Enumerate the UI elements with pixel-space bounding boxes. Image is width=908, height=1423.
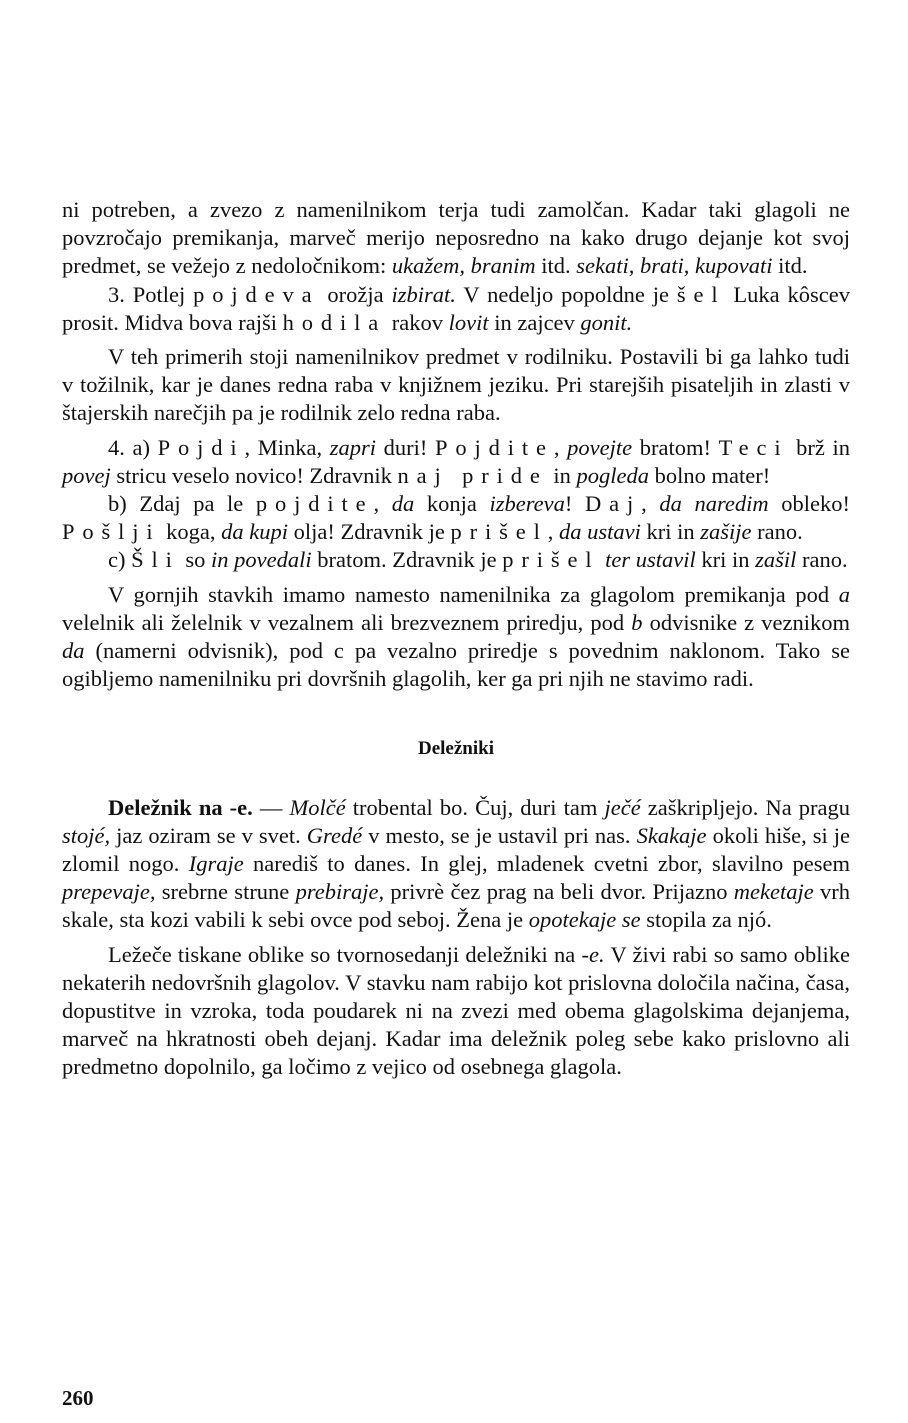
italic-text: ukažem, branim [391, 253, 536, 279]
text: so [179, 547, 212, 573]
text: velelnik ali želelnik v vezalnem ali brezveznem priredju, pod [62, 609, 632, 635]
text: rano. [796, 547, 848, 573]
italic-text: da ustavi [558, 519, 641, 545]
paragraph [62, 794, 850, 935]
text: zaškripljejo. Na pragu [640, 794, 851, 820]
text: 4. a) [108, 434, 158, 460]
paragraph [62, 941, 850, 1082]
italic-text: sekati, brati, kupovati [576, 253, 773, 279]
spaced-text: prišel [450, 519, 548, 545]
text: orožja [319, 281, 392, 307]
italic-text: izbirat. [391, 281, 456, 307]
text: olja! Zdravnik je [288, 519, 451, 545]
spaced-text: Pošlji [62, 519, 161, 545]
text: b) Zdaj pa le [108, 491, 256, 517]
text: , Minka, [244, 434, 330, 460]
italic-text: b [631, 609, 643, 635]
text: ni potreben, a zvezo z namenilnikom terja tudi zamolčan. Kadar taki glagoli ne povzročajo premikanja, marveč merijo neposredno na kako drugo dejanje kot svoj predmet, se vežejo z nedoločnikom: [62, 197, 850, 279]
italic-text: ter ustavil [605, 547, 696, 573]
italic-text: stojé, [62, 822, 111, 848]
italic-text: lovit [448, 309, 489, 335]
text: , [641, 491, 660, 517]
text: stopila za njó. [640, 907, 772, 933]
spaced-text: Pojdi [157, 434, 245, 460]
page-body [62, 196, 850, 1082]
italic-text: zašije [700, 519, 752, 545]
spaced-text: Daj [585, 491, 642, 517]
text: bolno mater! [649, 462, 771, 488]
paragraph [62, 196, 850, 281]
spaced-text: Šli [131, 547, 180, 573]
italic-text: prepevaje, [62, 879, 156, 905]
italic-text: povej [62, 462, 111, 488]
text: Ležeče tiskane oblike so tvornosedanji deležniki na [108, 941, 582, 967]
text: V nedeljo popoldne je [455, 281, 677, 307]
text: okoli hiše, si je zlomil nogo. [62, 822, 850, 877]
text: koga, [160, 519, 222, 545]
text: srebrne strune [155, 879, 296, 905]
text: in zajcev [488, 309, 581, 335]
italic-text: Skakaje [636, 822, 707, 848]
text: itd. [535, 253, 577, 279]
italic-text: pogleda [576, 462, 650, 488]
text: konja [414, 491, 490, 517]
italic-text: da kupi [221, 519, 289, 545]
italic-text: prebiraje, [295, 879, 385, 905]
italic-text: izbereva [489, 491, 565, 517]
text: , [553, 434, 568, 460]
text: stricu veselo novico! Zdravnik [110, 462, 398, 488]
text: V teh primerih stoji namenilnikov predmet v rodilniku. Postavili bi ga lahko tudi v tožilnik, kar je danes redna raba v knjižnem jeziku. Pri starejših pisateljih in zlasti v štajerskih narečjih pa je rodilnik zelo redna raba. [62, 344, 850, 426]
text: narediš to danes. In glej, mladenek cvetni zbor, slavilno pesem [243, 851, 850, 877]
spaced-text: Pojdite [435, 434, 554, 460]
italic-text: Igraje [188, 851, 244, 877]
italic-text: da [391, 491, 415, 517]
paragraph-example-4c [62, 546, 850, 574]
text: brž in [788, 434, 850, 460]
spaced-text: hodila [282, 309, 387, 335]
paragraph-example-4b [62, 490, 850, 546]
text: c) [108, 547, 132, 573]
text: jaz oziram se v svet. [110, 822, 307, 848]
italic-text: da naredim [659, 491, 769, 517]
text: V gornjih stavkih imamo namesto namenilnika za glagolom premikanja pod [108, 581, 839, 607]
italic-text: a [838, 581, 850, 607]
text: odvisnike z veznikom [642, 609, 850, 635]
text: kri in [695, 547, 756, 573]
italic-text: zapri [329, 434, 377, 460]
italic-text: opotekaje se [528, 907, 641, 933]
italic-text: -e. [581, 941, 605, 967]
text: obleko! [768, 491, 851, 517]
spaced-text: pojdite [255, 491, 374, 517]
text: , [373, 491, 392, 517]
paragraph [62, 343, 850, 428]
italic-text: in povedali [211, 547, 312, 573]
text: vrh skale, sta kozi vabili k sebi ovce pod seboj. Žena je [62, 879, 850, 933]
text: ! [564, 491, 585, 517]
text: Luka kôscev prosit. Midva bova rajši [62, 281, 851, 335]
text: — [252, 794, 290, 820]
italic-text: meketaje [733, 879, 814, 905]
italic-text: ječé [604, 794, 641, 820]
spaced-text: Teci [718, 434, 789, 460]
italic-text: zašil [755, 547, 797, 573]
bold-text: Deležnik na -e. [108, 794, 253, 820]
italic-text: Molčé [289, 794, 346, 820]
text: bratom! [632, 434, 719, 460]
section-heading: Deležniki [418, 738, 494, 760]
italic-text: da [62, 638, 85, 664]
text: bratom. Zdravnik je [311, 547, 503, 573]
text: 3. Potlej [108, 281, 194, 307]
text: in [547, 462, 577, 488]
text: , [547, 519, 559, 545]
text: rano. [751, 519, 803, 545]
italic-text: povejte [567, 434, 633, 460]
italic-text: Gredé [306, 822, 363, 848]
spaced-text: naj pride [397, 462, 548, 488]
spaced-text: prišel [502, 547, 600, 573]
spaced-text: pojdeva [193, 281, 320, 307]
paragraph-example-4a [62, 434, 850, 490]
text: trobental bo. Čuj, duri tam [345, 794, 605, 820]
text: duri! [376, 434, 436, 460]
text: rakov [386, 309, 449, 335]
paragraph-example-3 [62, 281, 850, 337]
italic-text: gonit. [580, 309, 633, 335]
paragraph [62, 581, 850, 694]
text: v mesto, se je ustavil pri nas. [362, 822, 637, 848]
text: V živi rabi so samo oblike nekaterih nedovršnih glagolov. V stavku nam rabijo kot prislovna določila načina, časa, dopustitve in vzroka, toda poudarek ni na zvezi med obema glagolskima dejanjema, marveč na hkratnosti obeh dejanj. Kadar ima deležnik poleg sebe kako prislovno ali predmetno dopolnilo, ga ločimo z vejico od osebnega glagola. [62, 941, 850, 1080]
spaced-text: šel [676, 281, 726, 307]
text: itd. [772, 253, 808, 279]
page-number: 260 [62, 1386, 94, 1410]
text: privrè čez prag na beli dvor. Prijazno [384, 879, 734, 905]
text: (namerni odvisnik), pod c pa vezalno priredje s povednim naklonom. Tako se ogibljemo namenilniku pri dovršnih glagolih, ker ga pri njih ne stavimo radi. [62, 638, 850, 692]
text: kri in [640, 519, 701, 545]
